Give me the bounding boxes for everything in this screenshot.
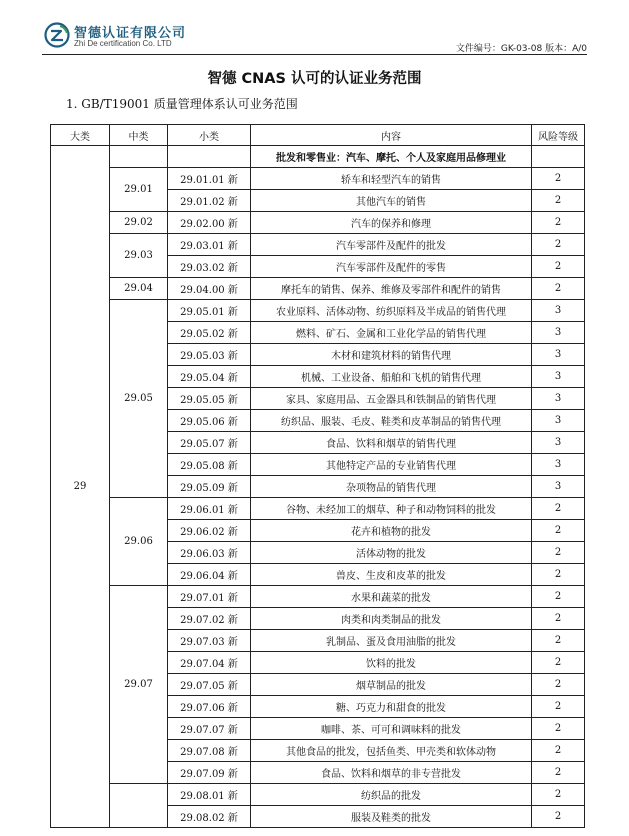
mid-category-cell: 29.03 (110, 234, 168, 278)
table-row (51, 212, 585, 234)
empty-cell (110, 146, 168, 168)
risk-level-cell: 2 (532, 520, 585, 542)
sub-category-cell: 29.07.09 新 (168, 762, 251, 784)
mid-category-cell (110, 784, 168, 828)
sub-category-cell: 29.05.08 新 (168, 454, 251, 476)
risk-level-cell: 2 (532, 212, 585, 234)
risk-level-cell: 2 (532, 168, 585, 190)
risk-level-cell: 2 (532, 234, 585, 256)
table-row (51, 498, 585, 520)
mid-category-cell: 29.05 (110, 300, 168, 498)
sub-category-cell: 29.08.01 新 (168, 784, 251, 806)
risk-level-cell: 2 (532, 806, 585, 828)
sub-category-cell: 29.05.09 新 (168, 476, 251, 498)
content-cell: 摩托车的销售、保养、维修及零部件和配件的销售 (251, 278, 532, 300)
content-cell: 花卉和植物的批发 (251, 520, 532, 542)
risk-level-cell: 2 (532, 718, 585, 740)
mid-category-cell: 29.07 (110, 586, 168, 784)
header-divider (42, 54, 587, 55)
content-cell: 兽皮、生皮和皮革的批发 (251, 564, 532, 586)
category-cell: 29 (51, 146, 110, 828)
mid-category-cell: 29.06 (110, 498, 168, 586)
sub-category-cell: 29.05.03 新 (168, 344, 251, 366)
sub-category-cell: 29.06.04 新 (168, 564, 251, 586)
content-cell: 农业原料、活体动物、纺织原料及半成品的销售代理 (251, 300, 532, 322)
content-cell: 机械、工业设备、船舶和飞机的销售代理 (251, 366, 532, 388)
content-cell: 纺织品的批发 (251, 784, 532, 806)
content-cell: 汽车零部件及配件的批发 (251, 234, 532, 256)
risk-level-cell: 3 (532, 410, 585, 432)
header-zhonglei: 中类 (110, 125, 168, 146)
header-dalei: 大类 (51, 125, 110, 146)
sub-category-cell: 29.07.07 新 (168, 718, 251, 740)
sub-category-cell: 29.05.02 新 (168, 322, 251, 344)
table-row (51, 278, 585, 300)
table-header-row (51, 125, 585, 146)
table-row (51, 234, 585, 256)
sub-category-cell: 29.07.08 新 (168, 740, 251, 762)
sub-category-cell: 29.06.03 新 (168, 542, 251, 564)
sub-category-cell: 29.06.02 新 (168, 520, 251, 542)
header-neirong: 内容 (251, 125, 532, 146)
table-row (51, 784, 585, 806)
content-cell: 食品、饮料和烟草的非专营批发 (251, 762, 532, 784)
risk-level-cell: 2 (532, 256, 585, 278)
content-cell: 肉类和肉类制品的批发 (251, 608, 532, 630)
content-cell: 汽车零部件及配件的零售 (251, 256, 532, 278)
section-subtitle: 1. GB/T19001 质量管理体系认可业务范围 (66, 97, 298, 111)
content-cell: 家具、家庭用品、五金器具和铁制品的销售代理 (251, 388, 532, 410)
sub-category-cell: 29.05.05 新 (168, 388, 251, 410)
sub-category-cell: 29.02.00 新 (168, 212, 251, 234)
sub-category-cell: 29.01.02 新 (168, 190, 251, 212)
logo-text-cn: 智德认证有限公司 (74, 26, 187, 41)
risk-level-cell: 2 (532, 586, 585, 608)
content-cell: 汽车的保养和修理 (251, 212, 532, 234)
risk-level-cell: 2 (532, 564, 585, 586)
sub-category-cell: 29.03.02 新 (168, 256, 251, 278)
content-cell: 其他特定产品的专业销售代理 (251, 454, 532, 476)
mid-category-cell: 29.04 (110, 278, 168, 300)
content-cell: 食品、饮料和烟草的销售代理 (251, 432, 532, 454)
table-row (51, 586, 585, 608)
logo-text-en: Zhi De certification Co. LTD (74, 39, 172, 48)
sub-category-cell: 29.05.01 新 (168, 300, 251, 322)
risk-level-cell: 3 (532, 322, 585, 344)
risk-level-cell: 2 (532, 696, 585, 718)
content-cell: 木材和建筑材料的销售代理 (251, 344, 532, 366)
sub-category-cell: 29.05.04 新 (168, 366, 251, 388)
table-row (51, 168, 585, 190)
content-cell: 乳制品、蛋及食用油脂的批发 (251, 630, 532, 652)
risk-level-cell: 2 (532, 542, 585, 564)
risk-level-cell: 3 (532, 344, 585, 366)
risk-level-cell: 2 (532, 762, 585, 784)
group-header-cell: 批发和零售业：汽车、摩托、个人及家庭用品修理业 (251, 146, 532, 168)
sub-category-cell: 29.05.06 新 (168, 410, 251, 432)
sub-category-cell: 29.03.01 新 (168, 234, 251, 256)
sub-category-cell: 29.07.06 新 (168, 696, 251, 718)
content-cell: 谷物、未经加工的烟草、种子和动物饲料的批发 (251, 498, 532, 520)
content-cell: 杂项物品的销售代理 (251, 476, 532, 498)
content-cell: 其他汽车的销售 (251, 190, 532, 212)
document-number: 文件编号：GK-03-08 版本：A/0 (455, 44, 587, 54)
mid-category-cell: 29.01 (110, 168, 168, 212)
risk-level-cell: 2 (532, 652, 585, 674)
risk-level-cell: 3 (532, 366, 585, 388)
risk-level-cell: 3 (532, 432, 585, 454)
page-title: 智德 CNAS 认可的认证业务范围 (207, 71, 422, 87)
content-cell: 服装及鞋类的批发 (251, 806, 532, 828)
sub-category-cell: 29.07.03 新 (168, 630, 251, 652)
content-cell: 饮料的批发 (251, 652, 532, 674)
sub-category-cell: 29.04.00 新 (168, 278, 251, 300)
risk-level-cell: 3 (532, 454, 585, 476)
risk-level-cell: 3 (532, 300, 585, 322)
content-cell: 活体动物的批发 (251, 542, 532, 564)
risk-level-cell: 2 (532, 498, 585, 520)
risk-level-cell: 3 (532, 388, 585, 410)
table-body (51, 146, 585, 828)
zd-logo-icon (44, 22, 70, 48)
sub-category-cell: 29.01.01 新 (168, 168, 251, 190)
scope-table (50, 124, 585, 828)
sub-category-cell: 29.06.01 新 (168, 498, 251, 520)
content-cell: 咖啡、茶、可可和调味料的批发 (251, 718, 532, 740)
content-cell: 燃料、矿石、金属和工业化学品的销售代理 (251, 322, 532, 344)
sub-category-cell: 29.07.01 新 (168, 586, 251, 608)
risk-level-cell: 3 (532, 476, 585, 498)
sub-category-cell: 29.05.07 新 (168, 432, 251, 454)
page-header (0, 0, 629, 56)
company-logo (44, 20, 204, 54)
mid-category-cell: 29.02 (110, 212, 168, 234)
table-row (51, 146, 585, 168)
sub-category-cell: 29.07.02 新 (168, 608, 251, 630)
content-cell: 烟草制品的批发 (251, 674, 532, 696)
sub-category-cell: 29.07.05 新 (168, 674, 251, 696)
risk-level-cell: 2 (532, 190, 585, 212)
header-risk: 风险等级 (532, 125, 585, 146)
empty-cell (168, 146, 251, 168)
risk-level-cell: 2 (532, 740, 585, 762)
risk-level-cell: 2 (532, 630, 585, 652)
sub-category-cell: 29.07.04 新 (168, 652, 251, 674)
content-cell: 糖、巧克力和甜食的批发 (251, 696, 532, 718)
sub-category-cell: 29.08.02 新 (168, 806, 251, 828)
content-cell: 其他食品的批发，包括鱼类、甲壳类和软体动物 (251, 740, 532, 762)
content-cell: 水果和蔬菜的批发 (251, 586, 532, 608)
risk-level-cell: 2 (532, 608, 585, 630)
table-row (51, 300, 585, 322)
risk-level-cell: 2 (532, 784, 585, 806)
risk-level-cell: 2 (532, 674, 585, 696)
content-cell: 纺织品、服装、毛皮、鞋类和皮革制品的销售代理 (251, 410, 532, 432)
header-xiaolei: 小类 (168, 125, 251, 146)
risk-level-cell: 2 (532, 278, 585, 300)
empty-cell (532, 146, 585, 168)
content-cell: 轿车和轻型汽车的销售 (251, 168, 532, 190)
